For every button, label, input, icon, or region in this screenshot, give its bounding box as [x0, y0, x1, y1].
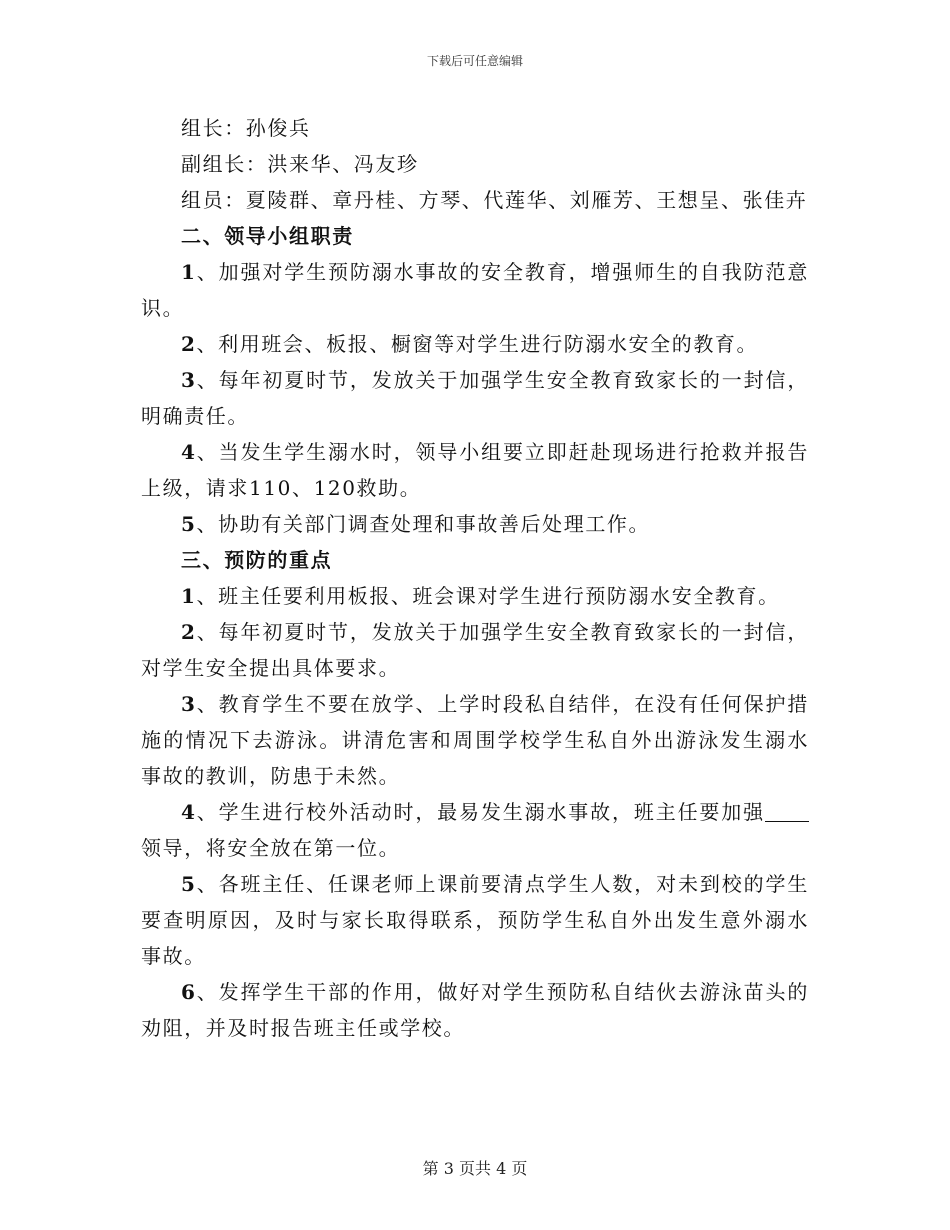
item-text: 、各班主任、任课老师上课前要清点学生人数，对未到校的学生要查明原因，及时与家长取得联系，预防学生私自外出发生意外溺水事故。 [141, 872, 809, 968]
item-number: 2 [181, 332, 197, 356]
list-item [141, 506, 809, 542]
page-footer: 第 3 页共 4 页 [422, 1159, 528, 1178]
item-number: 1 [181, 260, 197, 284]
leader-line: 组长：孙俊兵 [181, 116, 311, 140]
item-text: 、学生进行校外活动时，最易发生溺水事故，班主任要加强 [196, 800, 765, 824]
vice-leader-line: 副组长：洪来华、冯友珍 [181, 152, 419, 176]
item-number: 5 [181, 512, 197, 536]
section-heading-prevention-focus: 三、预防的重点 [181, 548, 333, 572]
item-text: 、加强对学生预防溺水事故的安全教育，增强师生的自我防范意识。 [141, 260, 809, 320]
item-number: 3 [181, 692, 197, 716]
document-body [141, 110, 809, 1046]
item-text: 、协助有关部门调查处理和事故善后处理工作。 [196, 512, 651, 536]
list-item [141, 974, 809, 1046]
item-text: 、发挥学生干部的作用，做好对学生预防私自结伙去游泳苗头的劝阻，并及时报告班主任或学校。 [141, 980, 809, 1040]
item-text: 、班主任要利用板报、班会课对学生进行预防溺水安全教育。 [196, 584, 780, 608]
item-number: 1 [181, 584, 197, 608]
item-number: 2 [181, 620, 197, 644]
fill-in-blank [765, 801, 809, 822]
item-text-continued: 领导，将安全放在第一位。 [141, 836, 401, 860]
item-number: 6 [181, 980, 197, 1004]
list-item [141, 614, 809, 686]
item-text: 、每年初夏时节，发放关于加强学生安全教育致家长的一封信，明确责任。 [141, 368, 809, 428]
page-header: 下载后可任意编辑 [426, 54, 523, 68]
item-number: 3 [181, 368, 197, 392]
list-item [141, 326, 809, 362]
list-item [141, 434, 809, 506]
list-item [141, 362, 809, 434]
item-number: 5 [181, 872, 197, 896]
item-text: 、利用班会、板报、橱窗等对学生进行防溺水安全的教育。 [196, 332, 759, 356]
item-text: 、教育学生不要在放学、上学时段私自结伴，在没有任何保护措施的情况下去游泳。讲清危害和周围学校学生私自外出游泳发生溺水事故的教训，防患于未然。 [141, 692, 809, 788]
list-item [141, 866, 809, 974]
item-number: 4 [181, 440, 197, 464]
list-item [141, 794, 809, 866]
list-item [141, 254, 809, 326]
members-line: 组员：夏陵群、章丹桂、方琴、代莲华、刘雁芳、王想呈、张佳卉 [181, 188, 808, 212]
section-heading-responsibilities: 二、领导小组职责 [181, 224, 354, 248]
item-text: 、每年初夏时节，发放关于加强学生安全教育致家长的一封信，对学生安全提出具体要求。 [141, 620, 809, 680]
list-item [141, 578, 809, 614]
list-item [141, 686, 809, 794]
item-text: 、当发生学生溺水时，领导小组要立即赶赴现场进行抢救并报告上级，请求110、120救助。 [141, 440, 809, 500]
item-number: 4 [181, 800, 197, 824]
